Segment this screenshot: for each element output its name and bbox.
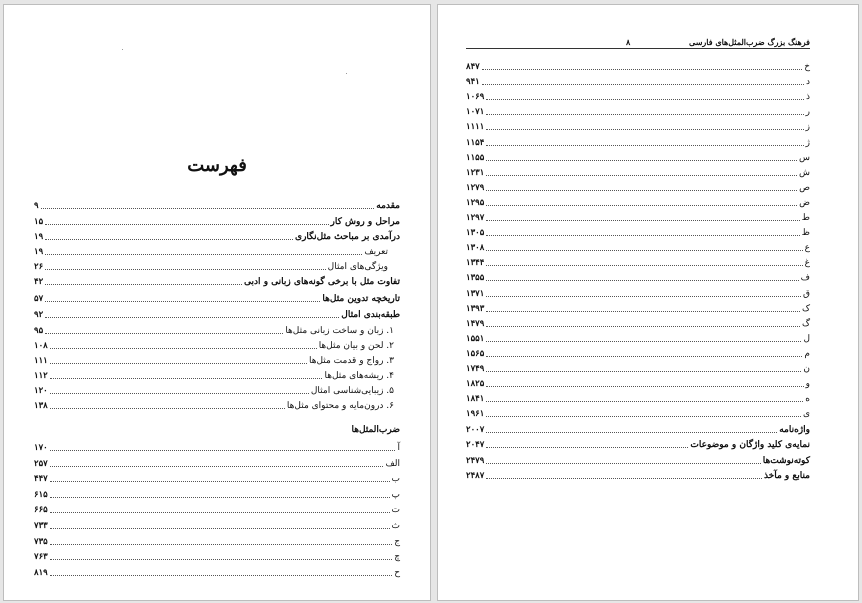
- toc-entry-page-number: ۲۰۴۷: [466, 440, 485, 451]
- dot-leader: [45, 254, 362, 255]
- toc-entry-label: الف: [385, 458, 400, 469]
- dot-leader: [486, 463, 760, 464]
- toc-entry: [466, 378, 810, 390]
- dot-leader: [486, 250, 802, 251]
- toc-entry-label: س: [799, 152, 810, 163]
- toc-entry-page-number: ۱۱۱: [34, 356, 48, 366]
- dot-leader: [45, 317, 339, 318]
- toc-entry-label: ب: [391, 474, 400, 485]
- dot-leader: [45, 284, 242, 285]
- toc-entry-page-number: ۷۳۵: [34, 536, 48, 547]
- toc-entry-page-number: ۱۵۶۵: [466, 348, 485, 359]
- toc-entry: [466, 121, 810, 133]
- toc-entry-page-number: ۱۱۱۱: [466, 122, 485, 133]
- toc-entry: [466, 227, 810, 239]
- toc-entry-page-number: ۱۰۶۹: [466, 92, 485, 103]
- toc-entry: [34, 442, 400, 454]
- toc-entry: [466, 363, 810, 375]
- toc-entry-label: ژ: [805, 137, 810, 148]
- toc-entry-label: ع: [804, 243, 810, 254]
- toc-entry-page-number: ۲۴۷۹: [466, 455, 485, 466]
- dot-leader: [486, 432, 777, 433]
- dot-leader: [50, 512, 390, 513]
- toc-entry-label: مراحل و روش کار: [330, 217, 400, 227]
- toc-entry-page-number: ۱۸۲۵: [466, 379, 485, 390]
- dot-leader: [486, 341, 801, 342]
- dot-leader: [486, 416, 801, 417]
- toc-entry-page-number: ۱۲۰: [34, 386, 48, 396]
- scan-speck: [122, 49, 123, 50]
- toc-entry-label: ف: [800, 273, 810, 284]
- dot-leader: [486, 205, 797, 206]
- dot-leader: [486, 296, 801, 297]
- toc-entry-page-number: ۱۵۵۱: [466, 333, 485, 344]
- toc-entry-page-number: ۱۱۵۵: [466, 152, 485, 163]
- dot-leader: [50, 466, 384, 467]
- toc-entry-page-number: ۲۰۰۷: [466, 425, 485, 435]
- toc-entry: [34, 567, 400, 579]
- toc-entry: [466, 333, 810, 345]
- dot-leader: [486, 401, 803, 402]
- toc-entry-label: ق: [803, 288, 810, 299]
- toc-entry-label: نمایه‌ی کلید واژگان و موضوعات: [690, 440, 810, 451]
- toc-entry-label: ج: [394, 536, 400, 547]
- toc-entry-label: ت: [391, 505, 400, 516]
- toc-entry-page-number: ۹۴۱: [466, 77, 480, 88]
- toc-entry-page-number: ۱۵: [34, 217, 44, 227]
- toc-entry-label: خ: [804, 62, 810, 72]
- toc-entry-label: و: [805, 379, 810, 390]
- toc-entry-label: ۱. زبان و ساخت زبانی مثل‌ها: [285, 326, 394, 336]
- toc-entry-page-number: ۱۷۴۹: [466, 364, 485, 374]
- toc-entry-page-number: ۱۱۲: [34, 371, 48, 381]
- toc-entry-label: ن: [803, 364, 810, 374]
- toc-entry-label: گ: [801, 318, 810, 329]
- toc-entry-label: واژه‌نامه: [779, 425, 810, 435]
- dot-leader: [50, 378, 323, 379]
- toc-entry-page-number: ۴۴۷: [34, 474, 48, 485]
- dot-leader: [45, 224, 328, 225]
- toc-entry-page-number: ۱۳۵۵: [466, 273, 485, 284]
- toc-entry-label: ط: [801, 213, 810, 223]
- dot-leader: [486, 220, 799, 221]
- dot-leader: [482, 69, 802, 70]
- toc-entry: [466, 167, 810, 179]
- toc-entry: [34, 261, 388, 273]
- toc-entry: [34, 340, 394, 352]
- toc-entry: [466, 470, 810, 482]
- toc-entry: [34, 400, 394, 412]
- toc-entry: [466, 197, 810, 209]
- dot-leader: [50, 348, 317, 349]
- toc-entry: [466, 393, 810, 405]
- toc-entry: [466, 242, 810, 254]
- toc-entry-page-number: ۹۲: [34, 310, 44, 320]
- toc-entry-label: ۲. لحن و بیان مثل‌ها: [318, 341, 394, 351]
- dot-leader: [50, 575, 392, 576]
- toc-entry-page-number: ۱۹: [34, 232, 44, 242]
- toc-entry-page-number: ۱۹: [34, 247, 44, 257]
- toc-entry-page-number: ۷۶۳: [34, 552, 48, 563]
- toc-entry: [34, 385, 394, 397]
- toc-entry-label: آ: [397, 443, 400, 453]
- toc-entry-page-number: ۴۲: [34, 277, 44, 287]
- scan-speck: [346, 73, 347, 74]
- dot-leader: [486, 311, 800, 312]
- toc-entry: [34, 293, 400, 305]
- dot-leader: [45, 333, 283, 334]
- dot-leader: [50, 544, 392, 545]
- dot-leader: [486, 160, 797, 161]
- toc-entry: [34, 370, 394, 382]
- toc-entry: [34, 536, 400, 548]
- toc-entry-label: ظ: [801, 228, 810, 239]
- toc-entry: [466, 303, 810, 315]
- dot-leader: [486, 447, 688, 448]
- toc-entry-page-number: ۱۳۴۴: [466, 258, 485, 269]
- toc-entry-label: ث: [391, 521, 400, 531]
- toc-entry: [466, 455, 810, 467]
- dot-leader: [486, 99, 804, 100]
- toc-entry-page-number: ۱۸۴۱: [466, 394, 485, 405]
- left-page: [3, 4, 431, 601]
- toc-entry-label: ص: [799, 182, 810, 193]
- dot-leader: [45, 239, 293, 240]
- toc-entry-page-number: ۱۳۰۸: [466, 243, 485, 254]
- toc-entry: [466, 182, 810, 194]
- toc-entry: [466, 318, 810, 330]
- toc-entry-label: ض: [799, 197, 810, 208]
- dot-leader: [486, 235, 799, 236]
- dot-leader: [50, 408, 285, 409]
- toc-entry: [34, 473, 400, 485]
- toc-entry-page-number: ۱۳۷۱: [466, 288, 485, 299]
- toc-entry: [466, 424, 810, 436]
- proverbs-section-heading: ضرب‌المثل‌ها: [351, 425, 400, 435]
- toc-entry-label: چ: [394, 552, 400, 563]
- dot-leader: [486, 175, 797, 176]
- toc-entry-page-number: ۷۳۳: [34, 521, 48, 531]
- toc-entry: [34, 355, 394, 367]
- toc-entry-label: ی: [802, 409, 810, 420]
- toc-entry-label: ز: [805, 122, 810, 133]
- toc-entry-label: م: [804, 348, 810, 359]
- toc-entry-label: طبقه‌بندی امثال: [341, 310, 400, 320]
- toc-entry-label: تاریخچه تدوین مثل‌ها: [322, 294, 400, 304]
- dot-leader: [45, 269, 326, 270]
- toc-entry: [466, 288, 810, 300]
- toc-entry-page-number: ۸۴۷: [466, 62, 480, 72]
- toc-entry: [34, 520, 400, 532]
- toc-entry-page-number: ۶۶۵: [34, 505, 48, 516]
- toc-entry: [466, 439, 810, 451]
- toc-entry-label: ش: [799, 167, 810, 178]
- toc-entry: [466, 137, 810, 149]
- toc-entry-page-number: ۱۰۸: [34, 341, 48, 351]
- toc-entry-page-number: ۸۱۹: [34, 567, 48, 578]
- dot-leader: [486, 114, 803, 115]
- toc-entry-label: مقدمه: [376, 201, 400, 211]
- dot-leader: [486, 326, 800, 327]
- toc-entry: [34, 504, 400, 516]
- toc-entry-page-number: ۱۳۰۵: [466, 228, 485, 239]
- toc-entry: [466, 212, 810, 224]
- toc-entry-page-number: ۱۲۳۱: [466, 167, 485, 178]
- toc-entry: [34, 309, 400, 321]
- right-page: [437, 4, 859, 601]
- dot-leader: [50, 393, 309, 394]
- dot-leader: [486, 280, 798, 281]
- toc-entry-page-number: ۵۷: [34, 294, 44, 304]
- dot-leader: [486, 386, 803, 387]
- toc-entry-page-number: ۲۶: [34, 262, 44, 272]
- toc-entry-label: ک: [801, 303, 810, 314]
- dot-leader: [486, 190, 797, 191]
- toc-entry-label: منابع و مآخذ: [763, 470, 810, 481]
- toc-entry-label: ه: [805, 394, 810, 405]
- toc-entry: [34, 231, 400, 243]
- toc-entry: [34, 458, 400, 470]
- toc-entry-page-number: ۲۵۷: [34, 458, 48, 469]
- toc-entry: [34, 216, 400, 228]
- toc-entry-page-number: ۹: [34, 201, 39, 211]
- toc-entry-label: ر: [805, 107, 810, 118]
- toc-entry-page-number: ۹۵: [34, 326, 44, 336]
- dot-leader: [50, 363, 307, 364]
- toc-entry: [466, 152, 810, 164]
- toc-entry-label: ۶. درون‌مایه و محتوای مثل‌ها: [286, 401, 394, 411]
- toc-entry-page-number: ۱۲۹۵: [466, 197, 485, 208]
- dot-leader: [50, 497, 390, 498]
- toc-entry-label: ۳. رواج و قدمت مثل‌ها: [308, 356, 394, 366]
- running-header-title: فرهنگ بزرگ ضرب‌المثل‌های فارسی: [689, 37, 810, 47]
- toc-entry-label: تعریف: [364, 247, 388, 257]
- toc-entry: [466, 76, 810, 88]
- toc-entry-page-number: ۱۴۷۹: [466, 318, 485, 329]
- toc-entry: [466, 272, 810, 284]
- dot-leader: [486, 371, 801, 372]
- toc-entry: [34, 200, 400, 212]
- toc-entry-page-number: ۱۹۶۱: [466, 409, 485, 420]
- dot-leader: [50, 481, 390, 482]
- toc-entry: [34, 276, 400, 288]
- dot-leader: [50, 450, 396, 451]
- toc-entry-label: پ: [391, 489, 400, 500]
- running-header-page-number: ۸: [626, 37, 631, 47]
- toc-entry-page-number: ۱۳۹۳: [466, 303, 485, 314]
- dot-leader: [45, 301, 320, 302]
- toc-entry-label: ۵. زیبایی‌شناسی امثال: [310, 386, 394, 396]
- toc-entry: [34, 489, 400, 501]
- toc-entry: [34, 325, 394, 337]
- toc-entry-label: تفاوت مثل با برخی گونه‌های زبانی و ادبی: [244, 277, 400, 287]
- dot-leader: [50, 528, 390, 529]
- toc-entry: [466, 106, 810, 118]
- running-header: [466, 35, 810, 49]
- toc-entry-label: کوته‌نوشت‌ها: [762, 455, 810, 466]
- dot-leader: [486, 129, 803, 130]
- toc-entry-label: ل: [803, 333, 810, 344]
- toc-entry-label: ویژگی‌های امثال: [327, 262, 388, 272]
- dot-leader: [486, 356, 802, 357]
- toc-title: فهرست: [187, 155, 247, 176]
- toc-entry-page-number: ۱۷۰: [34, 443, 48, 453]
- toc-entry-label: ۴. ریشه‌های مثل‌ها: [324, 371, 394, 381]
- toc-entry-page-number: ۱۱۵۴: [466, 137, 485, 148]
- toc-entry-page-number: ۱۰۷۱: [466, 107, 485, 118]
- toc-entry-page-number: ۲۴۸۷: [466, 470, 485, 481]
- toc-entry: [34, 246, 388, 258]
- toc-entry: [466, 408, 810, 420]
- toc-entry: [466, 348, 810, 360]
- dot-leader: [486, 478, 762, 479]
- toc-entry: [466, 91, 810, 103]
- toc-entry-label: د: [805, 77, 810, 88]
- dot-leader: [486, 265, 802, 266]
- toc-entry-label: ذ: [805, 92, 810, 103]
- toc-entry: [466, 257, 810, 269]
- dot-leader: [50, 559, 392, 560]
- toc-entry-label: ح: [394, 567, 400, 578]
- dot-leader: [482, 84, 804, 85]
- dot-leader: [41, 208, 375, 209]
- toc-entry: [466, 61, 810, 73]
- toc-entry-page-number: ۱۳۸: [34, 401, 48, 411]
- toc-entry-label: غ: [804, 258, 810, 269]
- toc-entry-label: درآمدی بر مباحث مثل‌نگاری: [295, 232, 400, 242]
- dot-leader: [486, 145, 803, 146]
- toc-entry-page-number: ۶۱۵: [34, 489, 48, 500]
- toc-entry: [34, 551, 400, 563]
- toc-entry-page-number: ۱۲۷۹: [466, 182, 485, 193]
- toc-entry-page-number: ۱۲۹۷: [466, 213, 485, 223]
